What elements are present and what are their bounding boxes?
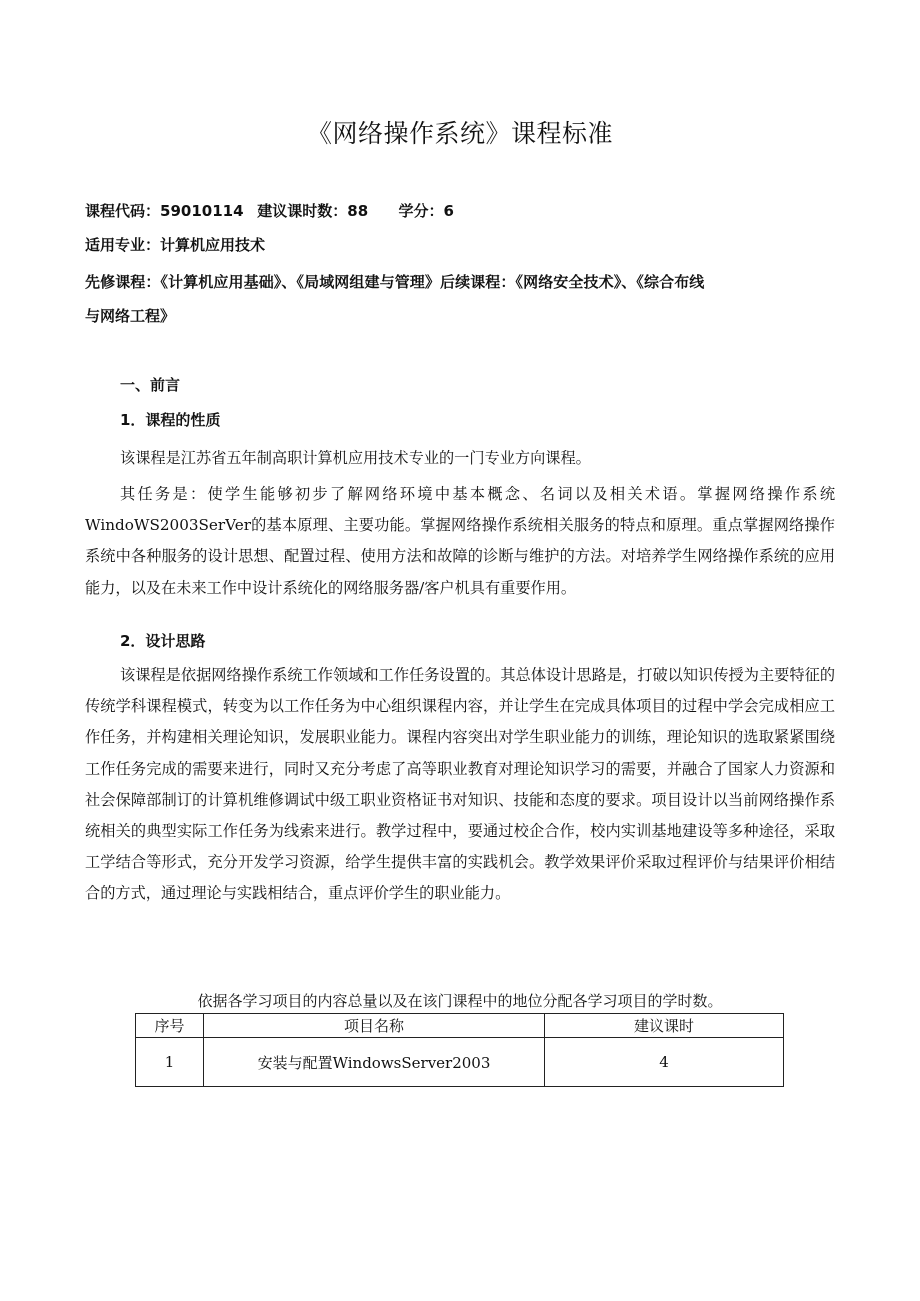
- course-hours-table: [135, 1013, 784, 1087]
- section-heading-foreword: 一、前言: [120, 376, 181, 394]
- paragraph-course-tasks: 其任务是：使学生能够初步了解网络环境中基本概念、名词以及相关术语。掌握网络操作系统WindoWS2003SerVer的基本原理、主要功能。掌握网络操作系统相关服务的特点和原理。重点掌握网络操作系统中各种服务的设计思想、配置过程、使用方法和故障的诊断与维护的方法。对培养学生网络操作系统的应用能力，以及在未来工作中设计系统化的网络服务器/客户机具有重要作用。: [85, 485, 835, 597]
- major-value: 计算机应用技术: [160, 236, 266, 254]
- cell-project-name: 安装与配置WindowsServer2003: [204, 1038, 545, 1087]
- course-credit-label: 学分：: [398, 202, 444, 220]
- header-project-name: 项目名称: [204, 1014, 545, 1038]
- paragraph-course-nature: 该课程是江苏省五年制高职计算机应用技术专业的一门专业方向课程。: [120, 449, 591, 467]
- header-index: 序号: [136, 1014, 204, 1038]
- cell-hours: 4: [545, 1038, 784, 1087]
- course-credit-value: 6: [443, 202, 454, 220]
- table-caption: 依据各学习项目的内容总量以及在该门课程中的地位分配各学习项目的学时数。: [197, 992, 723, 1010]
- subsection-heading-nature: 1．课程的性质: [120, 411, 221, 429]
- course-info-line: [85, 200, 454, 221]
- course-code-value: 59010114: [160, 202, 244, 220]
- course-code-label: 课程代码：: [85, 202, 161, 220]
- major-line: [85, 234, 265, 255]
- subsection-heading-design: 2．设计思路: [120, 632, 206, 650]
- header-suggested-hours: 建议课时: [545, 1014, 784, 1038]
- table-header-row: [136, 1014, 784, 1038]
- major-label: 适用专业：: [85, 236, 161, 254]
- prerequisite-line-2: 与网络工程》: [85, 307, 176, 325]
- paragraph-design-thinking: 该课程是依据网络操作系统工作领域和工作任务设置的。其总体设计思路是，打破以知识传授为主要特征的传统学科课程模式，转变为以工作任务为中心组织课程内容，并让学生在完成具体项目的过程中学会完成相应工作任务，并构建相关理论知识，发展职业能力。课程内容突出对学生职业能力的训练，理论知识的选取紧紧围绕工作任务完成的需要来进行，同时又充分考虑了高等职业教育对理论知识学习的需要，并融合了国家人力资源和社会保障部制订的计算机维修调试中级工职业资格证书对知识、技能和态度的要求。项目设计以当前网络操作系统相关的典型实际工作任务为线索来进行。教学过程中，要通过校企合作，校内实训基地建设等多种途径，采取工学结合等形式，充分开发学习资源，给学生提供丰富的实践机会。教学效果评价采取过程评价与结果评价相结合的方式，通过理论与实践相结合，重点评价学生的职业能力。: [85, 666, 835, 903]
- course-hours-label: 建议课时数：: [257, 202, 348, 220]
- page-title: 《网络操作系统》课程标准: [306, 119, 613, 148]
- cell-index: 1: [136, 1038, 204, 1087]
- course-hours-value: 88: [347, 202, 369, 220]
- table-row: [136, 1038, 784, 1087]
- prerequisite-line-1: 先修课程：《计算机应用基础》、《局域网组建与管理》后续课程：《网络安全技术》、《综合布线: [85, 273, 705, 291]
